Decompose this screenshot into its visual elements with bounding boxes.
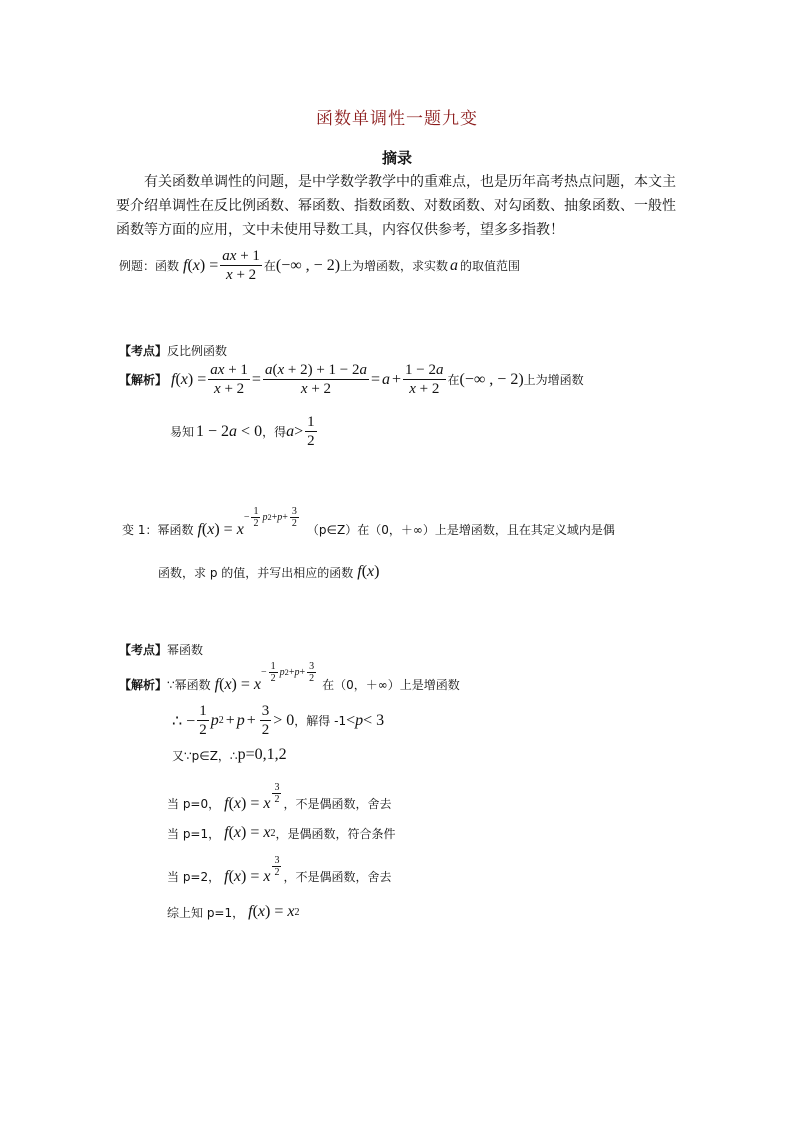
step2-text: 又∵p∈Z，∴ [172,748,238,763]
jiexi-2: 【解析】 ∵幂函数 f ( x ) = x − $\frac{1}{2}$ p 2 + p + $\frac{3}{2}$ 在（0，＋∞）上是增函数 [119,661,460,693]
kaodian-text-2: 幂函数 [167,643,204,657]
abstract-text: 有关函数单调性的问题，是中学数学教学中的重难点，也是历年高考热点问题，本文主要介绍单调性在反比例函数、幂函数、指数函数、对数函数、对勾函数、抽象函数、一般性函数等方面的应用，文中未使用导数工具，内容仅供参考，望多多指教！ [116,174,676,238]
kaodian-tag: 【考点】 [119,344,168,358]
kaodian-tag-2: 【考点】 [119,643,168,657]
case1-suffix: ，是偶函数，符合条件 [275,826,396,841]
page-title: 函数单调性一题九变 [316,109,478,129]
case1-prefix: 当 p=1， [167,826,221,841]
variant1-line1: 变 1：幂函数 f ( x ) = x − $\frac{1}{2}$ p 2 + p + $\frac{3}{2}$ （p∈Z）在（0，＋∞）上是增函数，且在其定义域内是偶 [122,506,615,538]
jiexi-tag-2: 【解析】 [119,678,168,692]
example-suffix: 上为增函数，求实数 [340,259,449,273]
jiexi-suffix: 在 [447,373,460,387]
formula-fx: f [183,256,188,274]
jiexi-suffix-2: 在（0，＋∞）上是增函数 [322,678,460,692]
conclusion: 综上知 p=1， f ( x ) = x 2 [167,903,300,920]
line2-prefix: 易知 [170,425,195,439]
example-problem: 例题：函数 f ( x ) = $\frac{ax + 1}{x + 2}$ 在 (−∞ , − 2) 上为增函数，求实数 a 的取值范围 [119,248,521,283]
case0-suffix: ，不是偶函数，舍去 [283,797,392,811]
step2 [172,746,287,764]
jiexi-text-2: ∵幂函数 [167,678,211,692]
jiexi-1: 【解析】 f ( x ) = $\frac{ax + 1}{x + 2}$ = $\frac{a(x + 2) + 1 - 2a}{x + 2}$ = a + $\frac{1 - 2a}{x + 2}$ 在 (−∞ , − 2) 上为增函数 [119,362,584,397]
example-mid: 在 [263,259,276,273]
step1: ∴ − $\frac{1}{2}$ p 2 + p + $\frac{3}{2}$ > 0 ，解得 -1 < p < 3 [172,703,385,738]
abstract-heading: 摘录 [381,149,412,167]
kaodian-2 [119,641,203,658]
variant1-label: 变 1：幂函数 [122,523,194,537]
case0-prefix: 当 p=0， [167,797,221,811]
variant1-question: 函数，求 p 的值，并写出相应的函数 [158,565,354,580]
kaodian-1 [119,342,227,359]
abstract-paragraph [116,170,682,242]
case2-prefix: 当 p=2， [167,870,221,884]
line2-mid: ，得 [262,425,287,439]
case-p0: 当 p=0， f ( x ) = x $\frac{3}{2}$ ，不是偶函数，舍去 [167,782,392,812]
case2-suffix: ，不是偶函数，舍去 [283,870,392,884]
step1-solve: ，解得 -1 [294,714,347,728]
variant1-condition: （p∈Z）在（0，＋∞）上是增函数，且在其定义域内是偶 [306,523,615,537]
example-tail: 的取值范围 [460,259,521,273]
step2-values: p=0,1,2 [237,746,287,763]
fraction-ax1-x2: $\frac{ax + 1}{x + 2}$ [222,248,260,283]
variant1-line2: 函数，求 p 的值，并写出相应的函数 f ( x ) [158,563,380,580]
kaodian-text: 反比例函数 [167,344,228,358]
case-p2: 当 p=2， f ( x ) = x $\frac{3}{2}$ ，不是偶函数，舍去 [167,855,392,885]
conclusion-prefix: 综上知 p=1， [167,905,245,920]
case-p1: 当 p=1， f ( x ) = x 2 ，是偶函数，符合条件 [167,824,396,841]
jiexi-tag: 【解析】 [119,373,168,387]
interval-neg-inf-neg2: (−∞ , − 2) [275,256,341,274]
jiexi-1-line2: 易知 1 − 2a < 0 ，得 a > $\frac{1}{2}$ [170,414,315,449]
jiexi-suffix2: 上为增函数 [523,373,584,387]
example-prefix: 例题：函数 [119,259,180,273]
